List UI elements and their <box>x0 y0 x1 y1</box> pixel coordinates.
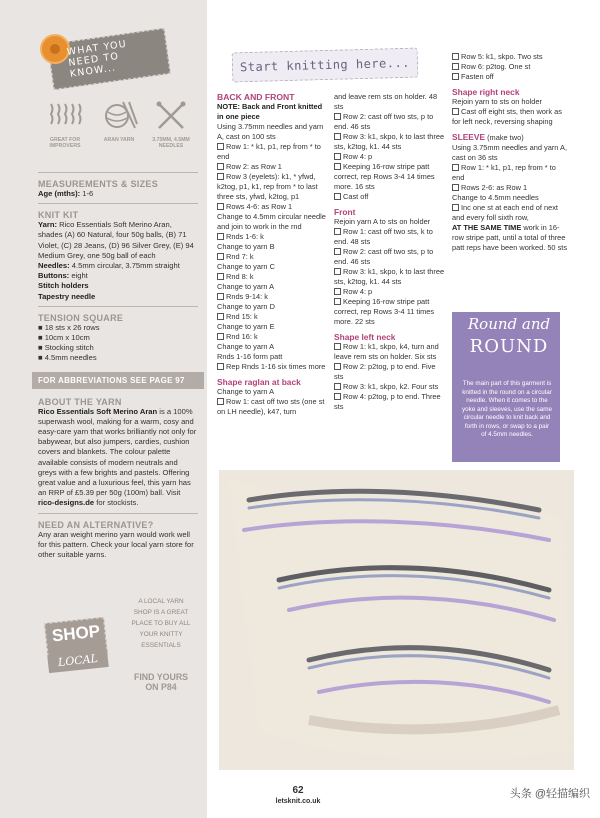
stitch-holders-label: Stitch holders <box>38 281 89 291</box>
banner-text: WHAT YOU NEED TO KNOW... <box>66 38 128 80</box>
pattern-row <box>334 267 446 287</box>
row-text: Cast off eight sts, then work as for left neck, reversing shaping <box>452 107 562 126</box>
local-word: LOCAL <box>57 651 99 670</box>
aran-yarn-icon <box>99 100 139 130</box>
checkbox-icon[interactable] <box>452 184 459 191</box>
pattern-row <box>452 62 570 72</box>
icon-caption: GREAT FOR IMPROVERS <box>49 137 81 149</box>
checkbox-icon[interactable] <box>334 343 341 350</box>
pattern-row <box>452 72 570 82</box>
pattern-row <box>452 203 570 223</box>
row-text: Row 4: p <box>343 152 373 161</box>
pattern-row <box>334 227 446 247</box>
checkbox-icon[interactable] <box>334 383 341 390</box>
row-text: Rnds 1-6: k <box>226 232 264 241</box>
row-text: Rows 4-6: as Row 1 <box>226 202 293 211</box>
shop-local-badge <box>40 614 112 670</box>
row-text: Row 3 (eyelets): k1, * yfwd, k2tog, p1, k1, rep from * to last three sts, yfwd, k2tog, p1 <box>217 172 318 201</box>
pattern-row <box>334 132 446 152</box>
row-text: Row 2: p2tog, p to end. Five sts <box>334 362 436 381</box>
tension-item: ■ 4.5mm needles <box>38 353 97 363</box>
checkbox-icon[interactable] <box>334 288 341 295</box>
start-knitting-banner <box>232 48 419 83</box>
tension-item: ■ 18 sts x 26 rows <box>38 322 100 332</box>
checkbox-icon[interactable] <box>334 363 341 370</box>
footer-site[interactable]: letsknit.co.uk <box>275 798 321 805</box>
checkbox-icon[interactable] <box>217 253 224 260</box>
pattern-row <box>217 232 329 242</box>
tension-item: ■ 10cm x 10cm <box>38 333 90 343</box>
checkbox-icon[interactable] <box>452 108 459 115</box>
row-text: Inc one st at each end of next and every foll sixth row, <box>452 203 558 222</box>
row-text: Row 2: cast off two sts, p to end. 46 sts <box>334 112 434 131</box>
checkbox-icon[interactable] <box>452 204 459 211</box>
tension-item-text: 18 sts x 26 rows <box>44 322 100 332</box>
row-text: Row 6: p2tog. One st <box>461 62 531 71</box>
tension-header: TENSION SQUARE <box>38 312 124 323</box>
age-line <box>38 189 198 199</box>
pattern-row <box>452 183 570 193</box>
yarn-line <box>38 220 198 261</box>
pattern-row <box>217 332 329 342</box>
pattern-row <box>217 362 329 372</box>
checkbox-icon[interactable] <box>334 393 341 400</box>
needles-value: 4.5mm circular, 3.75mm straight <box>69 261 180 271</box>
page-number: 62 <box>292 785 304 796</box>
checkbox-icon[interactable] <box>334 113 341 120</box>
shop-text: A LOCAL YARN SHOP IS A GREAT PLACE TO BUY ALL YOUR KNITTY ESSENTIALS <box>131 598 191 649</box>
checkbox-icon[interactable] <box>217 143 224 150</box>
pattern-row <box>452 52 570 62</box>
skill-icons-row <box>40 100 200 160</box>
about-tail: for stockists. <box>94 498 139 508</box>
row-text: Row 2: as Row 1 <box>226 162 282 171</box>
checkbox-icon[interactable] <box>334 193 341 200</box>
divider <box>38 306 198 307</box>
checkbox-icon[interactable] <box>217 313 224 320</box>
pattern-row <box>217 312 329 322</box>
row-text: Keeping 16-row stripe patt correct, rep Rows 3-4 14 times more. 16 sts <box>334 162 435 191</box>
pattern-text: Using 3.75mm needles and yarn A, cast on 100 sts <box>217 122 324 141</box>
pattern-row <box>217 272 329 282</box>
icon-aran-yarn <box>94 100 144 143</box>
row-text: Row 3: k1, skpo, k to last three sts, k2tog, k1. 44 sts <box>334 267 445 286</box>
icon-caption: ARAN YARN <box>103 137 135 143</box>
row-text: Rnd 7: k <box>226 252 254 261</box>
checkbox-icon[interactable] <box>334 153 341 160</box>
tension-item-text: 4.5mm needles <box>44 353 97 363</box>
tension-item: ■ Stocking stitch <box>38 343 94 353</box>
tension-item-text: Stocking stitch <box>44 343 94 353</box>
pattern-row <box>334 192 446 202</box>
yarn-value: Rico Essentials Soft Merino Aran, shades (A) 60 Natural, four 50g balls, (B) 71 Violet, (C) 28 Jeans, (D) 96 Silver Grey, (E) 94 Medium Grey, one 50g ball of each <box>38 220 194 260</box>
row-text: Row 1: cast off two sts (one st on LH needle), k47, turn <box>217 397 325 416</box>
row-text: Rep Rnds 1-16 six times more <box>226 362 326 371</box>
watermark: 头条 @轻描编织 <box>509 788 590 800</box>
shop-word: SHOP <box>51 621 101 646</box>
pattern-row <box>334 382 446 392</box>
icon-needles <box>146 100 196 149</box>
pattern-text: Change to yarn B <box>217 242 275 251</box>
row-text: Keeping 16-row stripe patt correct, rep Rows 3-4 11 times more. 22 sts <box>334 297 435 326</box>
checkbox-icon[interactable] <box>334 228 341 235</box>
divider <box>38 513 198 514</box>
row-text: Rnds 9-14: k <box>226 292 268 301</box>
pattern-row <box>217 172 329 202</box>
pattern-row <box>334 162 446 192</box>
great-for-improvers-icon <box>45 100 85 130</box>
pattern-row <box>452 107 570 127</box>
abbreviations-bar <box>32 372 204 389</box>
checkbox-icon[interactable] <box>217 398 224 405</box>
icon-improvers <box>40 100 90 149</box>
pattern-text: Change to yarn C <box>217 262 275 271</box>
pattern-text: Rejoin yarn to sts on holder <box>452 97 542 106</box>
tapestry-needle-label: Tapestry needle <box>38 291 96 301</box>
row-text: Rnd 8: k <box>226 272 254 281</box>
front-header: Front <box>334 207 356 217</box>
round-and-round-box <box>452 312 560 462</box>
start-knitting-text: Start knitting here... <box>239 55 411 75</box>
round-title: Round and <box>467 315 551 333</box>
buttons-value: eight <box>69 271 88 281</box>
checkbox-icon[interactable] <box>452 73 459 80</box>
row-text: Row 1: k1, skpo, k4, turn and leave rem sts on holder. Six sts <box>334 342 439 361</box>
checkbox-icon[interactable] <box>217 233 224 240</box>
pattern-row <box>334 297 446 327</box>
buttons-label: Buttons: <box>38 271 70 281</box>
sleeve-title: SLEEVE <box>452 132 486 142</box>
row-text: Row 1: * k1, p1, rep from * to end <box>217 142 321 161</box>
pattern-row <box>217 162 329 172</box>
pattern-row <box>334 152 446 162</box>
pattern-row <box>217 142 329 162</box>
pattern-text: Change to yarn D <box>217 302 275 311</box>
checkbox-icon[interactable] <box>217 163 224 170</box>
pattern-row <box>217 397 329 417</box>
pattern-row <box>334 342 446 362</box>
row-text: Row 1: cast off two sts, k to end. 48 sts <box>334 227 433 246</box>
checkbox-icon[interactable] <box>334 133 341 140</box>
needles-icon <box>151 100 191 130</box>
pattern-row <box>334 392 446 412</box>
checkbox-icon[interactable] <box>217 203 224 210</box>
left-neck-header: Shape left neck <box>334 332 396 342</box>
pattern-row <box>334 362 446 382</box>
checkbox-icon[interactable] <box>334 298 341 305</box>
sleeve-header <box>452 132 570 143</box>
back-front-header: BACK AND FRONT <box>217 92 295 102</box>
right-neck-header: Shape right neck <box>452 87 520 97</box>
alt-header: NEED AN ALTERNATIVE? <box>38 519 154 530</box>
pattern-column-1 <box>217 92 329 417</box>
row-text: Cast off <box>343 192 369 201</box>
alt-text: Any aran weight merino yarn would work well for this pattern. Check your local yarn store for other suitable yarns. <box>38 529 194 560</box>
row-text: Row 1: * k1, p1, rep from * to end <box>452 163 556 182</box>
row-text: Row 3: k1, skpo, k2. Four sts <box>343 382 439 391</box>
garment-illustration <box>219 470 574 770</box>
row-text: Row 4: p <box>343 287 373 296</box>
round-title-large: ROUND <box>469 336 549 357</box>
about-text <box>38 407 198 509</box>
row-text: Row 2: cast off two sts, p to end. 46 sts <box>334 247 434 266</box>
abbreviations-text: FOR ABBREVIATIONS SEE PAGE 97 <box>38 375 185 385</box>
row-text: Rnd 15: k <box>226 312 258 321</box>
pattern-text: Using 3.75mm needles and yarn A, cast on 36 sts <box>452 143 568 162</box>
checkbox-icon[interactable] <box>452 164 459 171</box>
row-text: Row 3: k1, skpo, k to last three sts, k2tog, k1. 44 sts <box>334 132 445 151</box>
row-text: Row 4: p2tog, p to end. Three sts <box>334 392 441 411</box>
checkbox-icon[interactable] <box>217 173 224 180</box>
about-body: is a 100% superwash wool, making for a warm, cosy and easy-care yarn that works brilliantly not only for babywear, but also jumpers, cardies, cushion covers and blankets. The colour palette available consists of modern neutrals and greys with a few brights and pastels. Offering great value and a luxurious feel, this yarn has an RRP of £5.39 per 50g (100m) ball. Visit <box>38 406 197 498</box>
row-text: Rnd 16: k <box>226 332 258 341</box>
find-yours: FIND YOURS ON P84 <box>133 672 189 692</box>
pattern-row <box>217 202 329 212</box>
pattern-row <box>334 287 446 297</box>
same-time-bold: AT THE SAME TIME <box>452 223 522 232</box>
pattern-column-2 <box>334 92 446 412</box>
row-text: Rows 2-6: as Row 1 <box>461 183 528 192</box>
pattern-text: Change to yarn A <box>217 342 275 351</box>
tension-item-text: 10cm x 10cm <box>44 333 90 343</box>
round-text: The main part of this garment is knitted in the round on a circular needle. When it comes to the yoke and sleeves, use the same circular needle to knit back and forth in rows, or swap to a pair of 4.5mm needles. <box>462 380 552 438</box>
same-time-text: work in 16-row stripe patt, until a total of three patt reps have been worked. 50 sts <box>452 223 568 252</box>
checkbox-icon[interactable] <box>334 268 341 275</box>
age-value: 1-6 <box>80 189 94 198</box>
tapestry-needle <box>38 292 198 302</box>
pattern-row <box>217 252 329 262</box>
pattern-row <box>217 292 329 302</box>
checkbox-icon[interactable] <box>452 53 459 60</box>
checkbox-icon[interactable] <box>217 293 224 300</box>
age-label: Age (mths): <box>38 189 81 198</box>
pattern-column-3 <box>452 52 570 253</box>
pattern-text: Change to 4.5mm needles <box>452 193 539 202</box>
knitted-garment-photo <box>219 470 574 770</box>
sidebar <box>0 0 207 818</box>
about-link[interactable]: rico-designs.de <box>38 498 95 508</box>
pattern-text: Change to yarn A <box>217 282 275 291</box>
stitch-holders <box>38 281 198 291</box>
pattern-row <box>334 247 446 267</box>
row-text: Fasten off <box>461 72 494 81</box>
checkbox-icon[interactable] <box>334 163 341 170</box>
needles-line <box>38 261 198 271</box>
checkbox-icon[interactable] <box>217 363 224 370</box>
note-text: NOTE: Back and Front knitted in one piece <box>217 102 323 121</box>
knit-kit-header: KNIT KIT <box>38 210 79 221</box>
sidebar-content <box>38 168 198 560</box>
about-header: ABOUT THE YARN <box>38 396 122 407</box>
checkbox-icon[interactable] <box>334 248 341 255</box>
measurements-header: MEASUREMENTS & SIZES <box>38 179 159 189</box>
raglan-header: Shape raglan at back <box>217 377 301 387</box>
pattern-text: Change to 4.5mm circular needle and join to work in the rnd <box>217 212 326 231</box>
pattern-row <box>452 163 570 183</box>
pattern-text: and leave rem sts on holder. 48 sts <box>334 92 438 111</box>
sleeve-subtitle: (make two) <box>485 133 524 142</box>
pattern-text: Change to yarn A <box>217 387 275 396</box>
pattern-row <box>334 112 446 132</box>
pattern-text: Rejoin yarn A to sts on holder <box>334 217 431 226</box>
divider <box>38 203 198 204</box>
divider <box>38 172 198 173</box>
checkbox-icon[interactable] <box>452 63 459 70</box>
note <box>217 102 329 122</box>
pattern-text <box>452 223 570 253</box>
checkbox-icon[interactable] <box>217 273 224 280</box>
what-you-need-banner <box>22 30 172 86</box>
icon-caption: 3.75MM, 4.5MM NEEDLES <box>152 137 190 149</box>
pattern-text: Rnds 1-16 form patt <box>217 352 283 361</box>
needles-label: Needles: <box>38 261 70 271</box>
pattern-text: Change to yarn E <box>217 322 275 331</box>
buttons-line <box>38 271 198 281</box>
row-text: Row 5: k1, skpo. Two sts <box>461 52 543 61</box>
about-bold: Rico Essentials Soft Merino Aran <box>38 406 158 416</box>
yarn-label: Yarn: <box>38 220 57 230</box>
checkbox-icon[interactable] <box>217 333 224 340</box>
